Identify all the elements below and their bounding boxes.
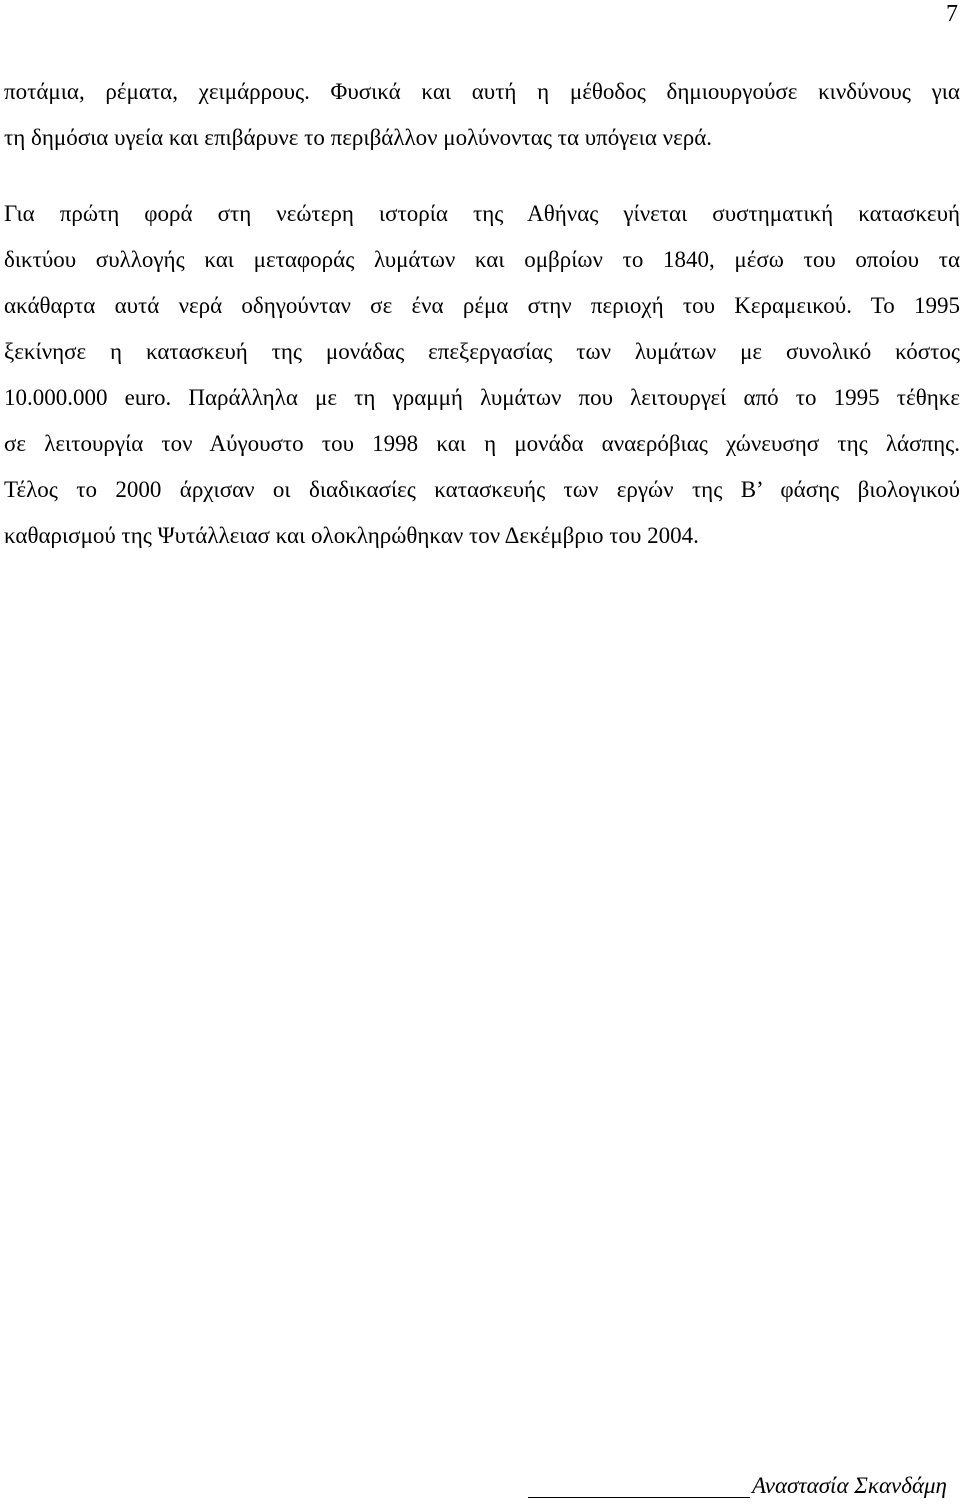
text-line: τη δημόσια υγεία και επιβάρυνε το περιβάλλον μολύνοντας τα υπόγεια νερά. xyxy=(4,125,713,150)
text-line: σε λειτουργία τον Αύγουστο του 1998 και η μονάδα αναερόβιας χώνευσησ της λάσπης. xyxy=(4,431,960,456)
text-line: ποτάμια, ρέματα, χειμάρρους. Φυσικά και αυτή η μέθοδος δημιουργούσε κινδύνους για xyxy=(4,79,960,104)
text-line: δικτύου συλλογής και μεταφοράς λυμάτων και ομβρίων το 1840, μέσω του οποίου τα xyxy=(4,247,960,272)
text-line: Για πρώτη φορά στη νεώτερη ιστορία της Αθήνας γίνεται συστηματική κατασκευή xyxy=(4,201,960,226)
text-line: ακάθαρτα αυτά νερά οδηγούνταν σε ένα ρέμα στην περιοχή του Κεραμεικού. Το 1995 xyxy=(4,293,960,318)
text-line: 10.000.000 euro. Παράλληλα με τη γραμμή λυμάτων που λειτουργεί από το 1995 τέθηκε xyxy=(4,385,960,410)
footer-author: Αναστασία Σκανδάμη xyxy=(752,1473,947,1498)
text-line: Τέλος το 2000 άρχισαν οι διαδικασίες κατασκευής των εργών της Β’ φάσης βιολογικού xyxy=(4,477,960,502)
page-number: 7 xyxy=(946,1,958,27)
footer-rule xyxy=(528,1497,750,1498)
text-line: ξεκίνησε η κατασκευή της μονάδας επεξεργασίας των λυμάτων με συνολικό κόστος xyxy=(4,339,960,364)
text-line: καθαρισμού της Ψυτάλλειασ και ολοκληρώθηκαν τον Δεκέμβριο του 2004. xyxy=(4,523,699,548)
